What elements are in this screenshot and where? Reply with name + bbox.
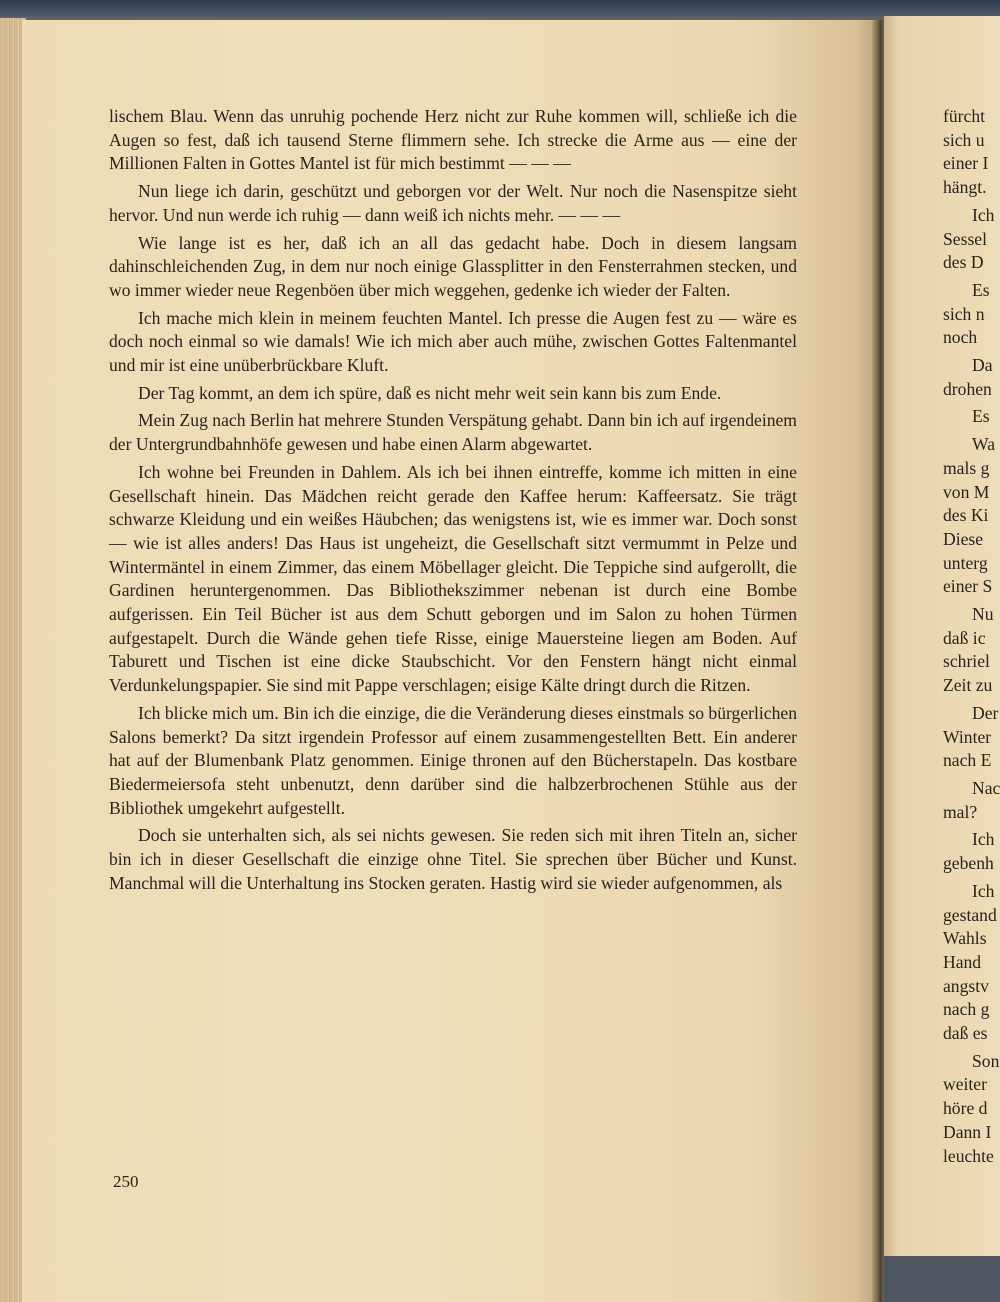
text-line-fragment: Es (972, 406, 990, 427)
text-line-fragment: leuchte (943, 1145, 994, 1166)
paragraph: lischem Blau. Wenn das unruhig pochende Herz nicht zur Ruhe kommen will, schließe ich die Augen so fest, daß ich tausend Sterne flimmern sehe. Ich strecke die Arme aus — eine der Millionen Falten in Gottes Mantel ist für mich bestimmt — — — (109, 106, 797, 174)
background-corner (884, 1256, 1000, 1302)
text-line-fragment: nach E (943, 750, 992, 771)
paragraph: Ich blicke mich um. Bin ich die einzige, die die Veränderung dieses einstmals so bürgerlichen Salons bemerkt? Da sitzt irgendein Professor auf einem zusammengestellten Bett. Ein anderer hat auf der Blumenbank Platz genommen. Einige thronen auf den Bücherstapeln. Das kostbare Biedermeiersofa steht unbenutzt, denn darüber sind die halbzerbrochenen Stühle aus der Bibliothek umgekehrt aufgestellt. (109, 702, 797, 818)
text-line-fragment: Dann I (943, 1121, 992, 1142)
text-line-fragment: Zeit zu (943, 675, 993, 696)
text-line-fragment: Son (972, 1050, 1000, 1071)
text-line-fragment: mal? (943, 801, 978, 822)
right-page-text (943, 105, 1000, 1168)
text-line-fragment: daß ic (943, 627, 986, 648)
text-line-fragment: Es (972, 279, 990, 300)
text-line-fragment: Da (972, 355, 993, 376)
text-line-fragment: gebenh (943, 853, 994, 874)
text-line-fragment: von M (943, 481, 990, 502)
text-line-fragment: einer S (943, 576, 993, 597)
paragraph: Doch sie unterhalten sich, als sei nichts gewesen. Sie reden sich mit ihren Titeln an, sicher bin ich in dieser Gesellschaft die einzige ohne Titel. Sie sprechen über Bücher und Kunst. Manchmal will die Unterhaltung ins Stocken geraten. Hastig wird sie wieder aufgenommen, als (109, 825, 797, 893)
text-line-fragment: daß es (943, 1023, 988, 1044)
text-line-fragment: nach g (943, 999, 990, 1020)
text-line-fragment: drohen (943, 378, 992, 399)
text-line-fragment: sich n (943, 303, 985, 324)
paragraph: Mein Zug nach Berlin hat mehrere Stunden Verspätung gehabt. Dann bin ich auf irgendeinem der Untergrundbahnhöfe gewesen und habe einen Alarm abgewartet. (109, 410, 797, 455)
paragraph: Ich wohne bei Freunden in Dahlem. Als ich bei ihnen eintreffe, komme ich mitten in eine Gesellschaft hinein. Das Mädchen reicht gerade den Kaffee herum: Kaffeersatz. Sie trägt schwarze Kleidung und ein weißes Häubchen; das wenigstens ist, wie es immer war. Doch sonst — wie ist alles anders! Das Haus ist ungeheizt, die Gesellschaft sitzt vermummt in Pelze und Wintermäntel in einem Zimmer, das einem Möbellager gleicht. Die Teppiche sind aufgerollt, die Gardinen heruntergenommen. Das Bibliothekszimmer nebenan ist durch eine Bombe aufgerissen. Ein Teil Bücher ist aus dem Schutt geborgen und im Salon zu hohen Türmen aufgestapelt. Durch die Wände gehen tiefe Risse, einige Mauersteine liegen am Boden. Auf Taburett und Tischen ist eine dicke Staubschicht. Vor den Fenstern hängt nicht einmal Verdunkelungspapier. Sie sind mit Pappe verschlagen; eisige Kälte dringt durch die Ritzen. (109, 461, 797, 696)
text-line-fragment: Ich (972, 204, 995, 225)
text-line-fragment: des Ki (943, 505, 989, 526)
text-line-fragment: Winter (943, 726, 992, 747)
text-line-fragment: einer I (943, 153, 989, 174)
text-line-fragment: Nu (972, 604, 994, 625)
book-binding-top (0, 0, 1000, 22)
left-page-text (109, 105, 797, 900)
text-line-fragment: Der (972, 702, 999, 723)
text-line-fragment: Hand (943, 951, 982, 972)
paragraph: Nun liege ich darin, geschützt und geborgen vor der Welt. Nur noch die Nasenspitze sieht hervor. Und nun werde ich ruhig — dann weiß ich nichts mehr. — — — (109, 181, 797, 225)
text-line-fragment: weiter (943, 1074, 987, 1095)
text-line-fragment: gestand (943, 904, 997, 925)
paragraph: Wie lange ist es her, daß ich an all das gedacht habe. Doch in diesem langsam dahinschleichenden Zug, in dem nur noch einige Glassplitter in den Fensterrahmen stecken, und wo immer wieder neue Regenböen über mich weggehen, gedenke ich wieder der Falten. (109, 232, 797, 300)
text-line-fragment: fürcht (943, 106, 986, 126)
text-line-fragment: hängt. (943, 177, 987, 198)
text-line-fragment: Sessel (943, 228, 987, 249)
text-line-fragment: des D (943, 252, 984, 273)
text-line-fragment: angstv (943, 975, 989, 996)
text-line-fragment: noch (943, 327, 978, 348)
text-line-fragment: schriel (943, 651, 990, 672)
text-line-fragment: Diese (943, 528, 984, 549)
paragraph: Der Tag kommt, an dem ich spüre, daß es nicht mehr weit sein kann bis zum Ende. (138, 382, 722, 403)
text-line-fragment: Wahls (943, 928, 987, 949)
text-line-fragment: Ich (972, 880, 995, 901)
text-line-fragment: Ich (972, 829, 995, 850)
text-line-fragment: unterg (943, 552, 988, 573)
text-line-fragment: Nac (972, 777, 1000, 798)
page-number: 250 (113, 1172, 139, 1191)
paragraph: Ich mache mich klein in meinem feuchten Mantel. Ich presse die Augen fest zu — wäre es doch noch einmal so wie damals! Wie ich mich aber auch mühe, zwischen Gottes Faltenmantel und mir ist eine unüberbrückbare Kluft. (109, 307, 797, 376)
text-line-fragment: mals g (943, 457, 990, 478)
text-line-fragment: höre d (943, 1098, 988, 1119)
text-line-fragment: Wa (972, 434, 996, 455)
text-line-fragment: sich u (943, 129, 985, 150)
